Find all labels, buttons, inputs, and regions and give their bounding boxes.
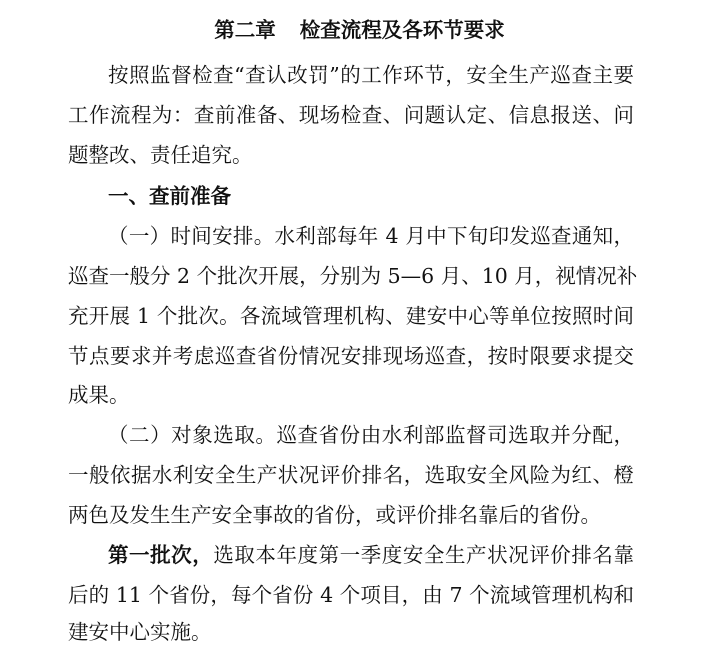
chapter-title bbox=[0, 10, 719, 50]
item1-line-2: 巡查一般分 2 个批次开展，分别为 5—6 月、10 月，视情况补 bbox=[68, 264, 638, 288]
item2-line-1: （二）对象选取。巡查省份由水利部监督司选取并分配， bbox=[108, 423, 634, 447]
item2-line-2: 一般依据水利安全生产状况评价排名，选取安全风险为红、橙 bbox=[68, 463, 634, 487]
intro-line-2: 工作流程为：查前准备、现场检查、问题认定、信息报送、问 bbox=[68, 103, 634, 127]
batch1-label: 第一批次， bbox=[108, 543, 214, 567]
item1-line-1: （一）时间安排。水利部每年 4 月中下旬印发巡查通知， bbox=[108, 224, 634, 248]
section-title-prep: 一、查前准备 bbox=[108, 184, 231, 208]
batch1-line-3: 建安中心实施。 bbox=[68, 620, 212, 644]
batch1-text-1: 选取本年度第一季度安全生产状况评价排名靠 bbox=[213, 543, 634, 567]
intro-line-3: 题整改、责任追究。 bbox=[68, 143, 253, 167]
batch1-line-2: 后的 11 个省份，每个省份 4 个项目，由 7 个流域管理机构和 bbox=[68, 583, 634, 607]
chapter-name: 检查流程及各环节要求 bbox=[299, 18, 505, 42]
batch1-line-1 bbox=[108, 535, 634, 575]
item1-line-4: 节点要求并考虑巡查省份情况安排现场巡查，按时限要求提交 bbox=[68, 344, 634, 368]
item2-line-3: 两色及发生生产安全事故的省份，或评价排名靠后的省份。 bbox=[68, 503, 601, 527]
item1-line-3: 充开展 1 个批次。各流域管理机构、建安中心等单位按照时间 bbox=[68, 304, 634, 328]
item1-line-5: 成果。 bbox=[68, 383, 130, 407]
chapter-number: 第二章 bbox=[214, 18, 276, 42]
intro-line-1: 按照监督检查“查认改罚”的工作环节，安全生产巡查主要 bbox=[108, 63, 634, 87]
